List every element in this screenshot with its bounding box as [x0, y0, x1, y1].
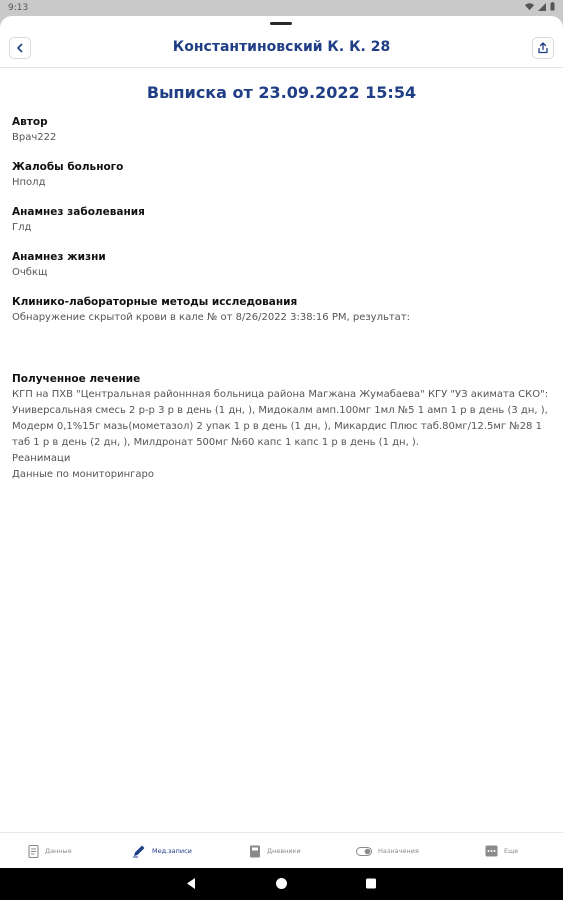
section-value: Глд [12, 222, 32, 233]
section-label: Жалобы больного [12, 161, 124, 173]
treatment-line: КГП на ПХВ "Центральная районнная больница района Магжана Жумабаева" КГУ "УЗ акимата СКО": [12, 389, 549, 400]
section-complaints [12, 159, 551, 191]
battery-icon [550, 2, 555, 11]
bottom-sheet [0, 16, 563, 868]
wifi-icon [525, 3, 534, 11]
section-value: Обнаружение скрытой крови в кале № от 8/26/2022 3:38:16 PM, результат: [12, 312, 411, 323]
more-icon [485, 845, 498, 857]
section-value: Нполд [12, 177, 46, 188]
recents-square-icon[interactable] [365, 877, 377, 890]
back-triangle-icon[interactable] [185, 877, 197, 890]
section-treatment [12, 371, 551, 483]
section-anamnesis-life [12, 249, 551, 281]
section-value: Очбкщ [12, 267, 48, 278]
tab-diaries[interactable] [249, 833, 301, 869]
section-author [12, 114, 551, 146]
toggle-icon [356, 847, 372, 856]
pen-icon [132, 844, 146, 858]
tab-med-records[interactable] [132, 833, 192, 869]
section-label: Клинико-лабораторные методы исследования [12, 296, 298, 308]
section-value: Врач222 [12, 132, 57, 143]
status-time: 9:13 [8, 3, 29, 13]
section-label: Полученное лечение [12, 373, 141, 385]
tab-bar [0, 832, 563, 868]
header [0, 30, 563, 68]
system-navigation-bar [0, 868, 563, 900]
signal-icon [538, 3, 546, 11]
share-button[interactable] [532, 37, 554, 59]
document-icon [28, 845, 39, 858]
section-label: Анамнез жизни [12, 251, 106, 263]
tab-label: Назначения [378, 847, 419, 855]
section-label: Анамнез заболевания [12, 206, 145, 218]
chevron-left-icon [15, 43, 25, 53]
page-title: Константиновский К. К. 28 [172, 39, 391, 55]
notebook-icon [249, 845, 261, 858]
document-title: Выписка от 23.09.2022 15:54 [146, 83, 417, 102]
section-anamnesis-disease [12, 204, 551, 236]
status-icons [525, 2, 555, 12]
treatment-line: Универсальная смесь 2 р-р 3 р в день (1 дн, ), Мидокалм амп.100мг 1мл №5 1 амп 1 р в день (3 дн, ), Модерм 0,1%15г мазь(мометазол) 2 упак 1 р в день (1 дн, ), Микардис Плюс таб.80мг/12.5мг №28 1 таб 1 р в день (2 дн, ), Милдронат 500мг №60 капс 1 капс 1 р в день (1 дн, ). [12, 405, 548, 448]
status-bar [0, 0, 563, 16]
tab-prescriptions[interactable] [356, 833, 419, 869]
home-circle-icon[interactable] [275, 877, 288, 890]
drag-handle[interactable] [270, 22, 292, 25]
share-icon [537, 42, 549, 54]
section-label: Автор [12, 116, 48, 128]
tab-label: Дневники [267, 847, 301, 855]
section-lab-methods [12, 294, 551, 326]
treatment-line: Данные по мониторингаро [12, 469, 154, 480]
tab-label: Мед.записи [152, 847, 192, 855]
tab-more[interactable] [485, 833, 518, 869]
tab-data[interactable] [28, 833, 72, 869]
back-button[interactable] [9, 37, 31, 59]
treatment-line: Реанимаци [12, 453, 71, 464]
tab-label: Еще [504, 847, 519, 855]
tab-label: Данные [45, 847, 72, 855]
